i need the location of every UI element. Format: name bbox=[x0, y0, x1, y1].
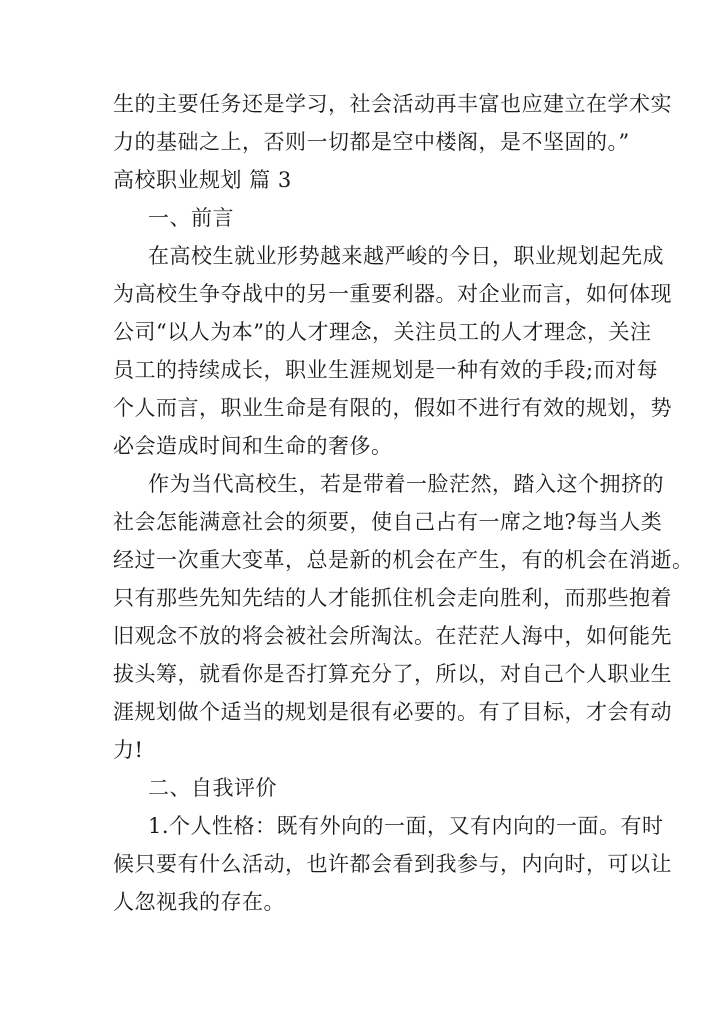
section-heading: 一、前言 bbox=[148, 206, 234, 230]
text-line: 作为当代高校生，若是带着一脸茫然，踏入这个拥挤的 bbox=[148, 472, 664, 496]
text-line: 公司“以人为本”的人才理念，关注员工的人才理念，关注 bbox=[113, 320, 652, 344]
text-line: 社会怎能满意社会的须要，使自己占有一席之地?每当人类 bbox=[113, 510, 663, 534]
text-line: 力! bbox=[113, 738, 144, 762]
text-line: 旧观念不放的将会被社会所淘汰。在茫茫人海中，如何能先 bbox=[113, 624, 672, 648]
text-line: 只有那些先知先结的人才能抓住机会走向胜利，而那些抱着 bbox=[113, 586, 672, 610]
text-line: 力的基础之上，否则一切都是空中楼阁，是不坚固的。” bbox=[113, 130, 630, 154]
text-line: 员工的持续成长，职业生涯规划是一种有效的手段;而对每 bbox=[113, 358, 659, 382]
text-line: 个人而言，职业生命是有限的，假如不进行有效的规划，势 bbox=[113, 396, 672, 420]
text-line: 经过一次重大变革，总是新的机会在产生，有的机会在消逝。 bbox=[113, 548, 694, 572]
text-line: 候只要有什么活动，也许都会看到我参与，内向时，可以让 bbox=[113, 852, 672, 876]
text-line: 涯规划做个适当的规划是很有必要的。有了目标，才会有动 bbox=[113, 700, 672, 724]
section-title: 高校职业规划 篇 3 bbox=[113, 168, 292, 192]
text-line: 生的主要任务还是学习，社会活动再丰富也应建立在学术实 bbox=[113, 92, 672, 116]
text-line: 在高校生就业形势越来越严峻的今日，职业规划起先成 bbox=[148, 244, 664, 268]
text-line: 人忽视我的存在。 bbox=[113, 890, 285, 914]
section-heading: 二、自我评价 bbox=[148, 776, 277, 800]
text-line: 为高校生争夺战中的另一重要利器。对企业而言，如何体现 bbox=[113, 282, 672, 306]
text-line: 1.个人性格：既有外向的一面，又有内向的一面。有时 bbox=[148, 814, 664, 838]
text-line: 必会造成时间和生命的奢侈。 bbox=[113, 434, 393, 458]
text-line: 拔头筹，就看你是否打算充分了，所以，对自己个人职业生 bbox=[113, 662, 672, 686]
